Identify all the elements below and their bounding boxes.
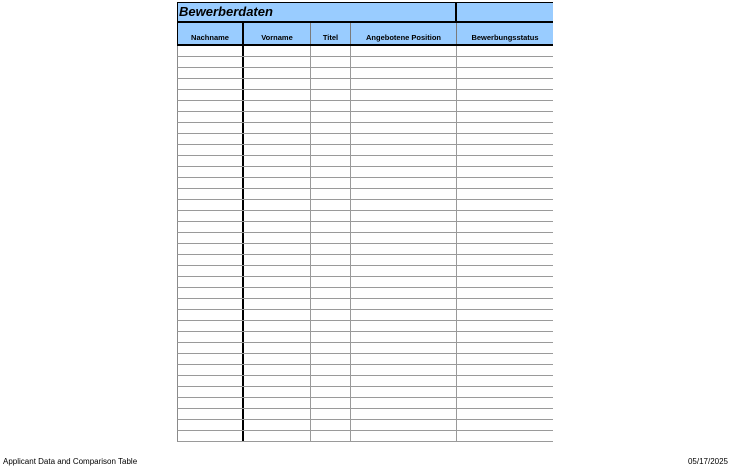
table-cell[interactable] [244, 343, 311, 353]
table-row [177, 167, 553, 178]
table-cell[interactable] [457, 112, 553, 122]
table-cell[interactable] [311, 266, 351, 276]
footer-date: 05/17/2025 [687, 457, 728, 466]
table-cell[interactable] [244, 321, 311, 331]
table-cell[interactable] [178, 145, 244, 155]
table-cell[interactable] [351, 365, 457, 375]
table-cell[interactable] [311, 90, 351, 100]
table-cell[interactable] [351, 420, 457, 430]
table-cell[interactable] [457, 431, 553, 441]
table-cell[interactable] [457, 299, 553, 309]
table-cell[interactable] [178, 343, 244, 353]
table-row [177, 266, 553, 277]
table-row [177, 321, 553, 332]
table-row [177, 299, 553, 310]
table-cell[interactable] [178, 299, 244, 309]
table-cell[interactable] [457, 167, 553, 177]
table-cell[interactable] [178, 376, 244, 386]
table-cell[interactable] [457, 332, 553, 342]
table-cell[interactable] [457, 200, 553, 210]
title-row-empty-cell[interactable] [457, 3, 553, 21]
column-header-nachname[interactable]: Nachname [178, 23, 244, 44]
table-cell[interactable] [457, 46, 553, 56]
table-cell[interactable] [244, 365, 311, 375]
table-cell[interactable] [351, 332, 457, 342]
table-cell[interactable] [244, 123, 311, 133]
table-cell[interactable] [178, 57, 244, 67]
applicant-data-sheet [177, 2, 553, 442]
table-cell[interactable] [457, 79, 553, 89]
table-cell[interactable] [244, 255, 311, 265]
table-cell[interactable] [311, 145, 351, 155]
table-cell[interactable] [178, 134, 244, 144]
table-cell[interactable] [351, 376, 457, 386]
table-cell[interactable] [244, 310, 311, 320]
table-cell[interactable] [178, 101, 244, 111]
table-cell[interactable] [457, 409, 553, 419]
table-cell[interactable] [244, 145, 311, 155]
table-cell[interactable] [457, 156, 553, 166]
table-cell[interactable] [178, 354, 244, 364]
table-cell[interactable] [244, 233, 311, 243]
table-cell[interactable] [351, 112, 457, 122]
table-cell[interactable] [351, 266, 457, 276]
table-cell[interactable] [178, 288, 244, 298]
table-cell[interactable] [178, 255, 244, 265]
table-cell[interactable] [351, 134, 457, 144]
column-header-titel[interactable]: Titel [311, 23, 351, 44]
table-cell[interactable] [311, 376, 351, 386]
table-cell[interactable] [351, 255, 457, 265]
table-cell[interactable] [457, 178, 553, 188]
column-header-bewerbungsstatus[interactable]: Bewerbungsstatus [471, 33, 539, 42]
table-cell[interactable] [351, 310, 457, 320]
table-row [177, 145, 553, 156]
table-cell[interactable] [311, 255, 351, 265]
table-cell[interactable] [351, 178, 457, 188]
table-cell[interactable] [178, 68, 244, 78]
table-cell[interactable] [351, 233, 457, 243]
table-row [177, 90, 553, 101]
table-cell[interactable] [178, 321, 244, 331]
table-cell[interactable] [351, 277, 457, 287]
table-cell[interactable] [244, 398, 311, 408]
table-cell[interactable] [178, 112, 244, 122]
table-row [177, 387, 553, 398]
column-header-angebotene-position[interactable]: Angebotene Position [351, 23, 457, 44]
table-cell[interactable] [311, 112, 351, 122]
table-cell[interactable] [457, 244, 553, 254]
table-row [177, 57, 553, 68]
table-cell[interactable] [351, 123, 457, 133]
table-cell[interactable] [311, 288, 351, 298]
table-cell[interactable] [178, 123, 244, 133]
table-cell[interactable] [457, 90, 553, 100]
table-cell[interactable] [311, 299, 351, 309]
column-header-vorname[interactable]: Vorname [244, 23, 311, 44]
table-row [177, 255, 553, 266]
table-cell[interactable] [351, 200, 457, 210]
table-row [177, 288, 553, 299]
table-cell[interactable] [311, 123, 351, 133]
table-row [177, 409, 553, 420]
table-cell[interactable] [457, 134, 553, 144]
table-row [177, 365, 553, 376]
table-cell[interactable] [244, 90, 311, 100]
table-cell[interactable] [244, 189, 311, 199]
table-cell[interactable] [457, 101, 553, 111]
table-cell[interactable] [178, 233, 244, 243]
table-cell[interactable] [351, 79, 457, 89]
table-body [177, 46, 553, 442]
table-cell[interactable] [311, 310, 351, 320]
table-cell[interactable] [457, 222, 553, 232]
table-cell[interactable] [244, 211, 311, 221]
table-row [177, 244, 553, 255]
table-cell[interactable] [244, 46, 311, 56]
table-cell[interactable] [244, 387, 311, 397]
table-cell[interactable] [311, 211, 351, 221]
table-cell[interactable] [311, 57, 351, 67]
table-cell[interactable] [311, 46, 351, 56]
table-cell[interactable] [311, 343, 351, 353]
table-cell[interactable] [244, 409, 311, 419]
table-row [177, 233, 553, 244]
table-cell[interactable] [457, 398, 553, 408]
table-cell[interactable] [457, 343, 553, 353]
table-row [177, 134, 553, 145]
table-cell[interactable] [351, 46, 457, 56]
footer-document-title: Applicant Data and Comparison Table [3, 457, 138, 466]
table-cell[interactable] [244, 57, 311, 67]
column-header-row [177, 23, 553, 46]
table-row [177, 123, 553, 134]
table-cell[interactable] [311, 420, 351, 430]
table-cell[interactable] [351, 321, 457, 331]
table-cell[interactable] [311, 167, 351, 177]
table-cell[interactable] [457, 376, 553, 386]
table-row [177, 156, 553, 167]
table-cell[interactable] [311, 222, 351, 232]
table-cell[interactable] [244, 222, 311, 232]
table-cell[interactable] [244, 200, 311, 210]
table-cell[interactable] [244, 156, 311, 166]
table-row [177, 354, 553, 365]
table-cell[interactable] [351, 354, 457, 364]
table-cell[interactable] [178, 387, 244, 397]
table-cell[interactable] [457, 354, 553, 364]
table-cell[interactable] [311, 387, 351, 397]
table-cell[interactable] [244, 68, 311, 78]
table-cell[interactable] [178, 266, 244, 276]
table-cell[interactable] [178, 332, 244, 342]
table-cell[interactable] [311, 189, 351, 199]
table-cell[interactable] [311, 200, 351, 210]
table-cell[interactable] [311, 178, 351, 188]
table-cell[interactable] [351, 101, 457, 111]
table-cell[interactable] [244, 332, 311, 342]
table-cell[interactable] [351, 288, 457, 298]
table-cell[interactable] [244, 266, 311, 276]
table-cell[interactable] [244, 277, 311, 287]
table-cell[interactable] [457, 233, 553, 243]
table-cell[interactable] [351, 189, 457, 199]
table-cell[interactable] [244, 288, 311, 298]
table-cell[interactable] [457, 387, 553, 397]
table-row [177, 112, 553, 123]
table-row [177, 189, 553, 200]
table-cell[interactable] [178, 156, 244, 166]
table-cell[interactable] [244, 299, 311, 309]
table-cell[interactable] [311, 244, 351, 254]
table-cell[interactable] [457, 145, 553, 155]
table-cell[interactable] [351, 343, 457, 353]
table-row [177, 277, 553, 288]
table-cell[interactable] [351, 145, 457, 155]
table-cell[interactable] [244, 376, 311, 386]
table-cell[interactable] [178, 200, 244, 210]
sheet-title-row [177, 2, 553, 23]
table-cell[interactable] [457, 57, 553, 67]
table-row [177, 200, 553, 211]
table-cell[interactable] [244, 431, 311, 441]
table-cell[interactable] [244, 112, 311, 122]
table-cell[interactable] [178, 46, 244, 56]
table-cell[interactable] [457, 288, 553, 298]
table-row [177, 79, 553, 90]
table-cell[interactable] [351, 222, 457, 232]
table-cell[interactable] [178, 90, 244, 100]
table-cell[interactable] [351, 57, 457, 67]
table-cell[interactable] [351, 156, 457, 166]
table-cell[interactable] [244, 167, 311, 177]
table-cell[interactable] [351, 167, 457, 177]
table-cell[interactable] [457, 211, 553, 221]
sheet-title[interactable]: Bewerberdaten [178, 3, 457, 21]
table-cell[interactable] [311, 156, 351, 166]
table-row [177, 222, 553, 233]
table-cell[interactable] [178, 409, 244, 419]
table-cell[interactable] [311, 365, 351, 375]
table-row [177, 101, 553, 112]
table-row [177, 420, 553, 431]
table-cell[interactable] [311, 134, 351, 144]
table-cell[interactable] [178, 167, 244, 177]
table-cell[interactable] [178, 431, 244, 441]
table-cell[interactable] [351, 431, 457, 441]
table-cell[interactable] [457, 123, 553, 133]
table-cell[interactable] [457, 321, 553, 331]
table-cell[interactable] [457, 189, 553, 199]
table-cell[interactable] [178, 189, 244, 199]
table-cell[interactable] [311, 398, 351, 408]
table-cell[interactable] [178, 420, 244, 430]
table-cell[interactable] [311, 233, 351, 243]
table-cell[interactable] [244, 101, 311, 111]
table-cell[interactable] [457, 420, 553, 430]
table-cell[interactable] [244, 178, 311, 188]
table-cell[interactable] [457, 266, 553, 276]
table-cell[interactable] [351, 398, 457, 408]
table-cell[interactable] [351, 211, 457, 221]
table-cell[interactable] [311, 354, 351, 364]
table-cell[interactable] [244, 79, 311, 89]
table-cell[interactable] [178, 398, 244, 408]
table-cell[interactable] [351, 68, 457, 78]
table-cell[interactable] [178, 310, 244, 320]
table-cell[interactable] [457, 277, 553, 287]
table-cell[interactable] [351, 409, 457, 419]
table-row [177, 376, 553, 387]
table-row [177, 431, 553, 442]
table-cell[interactable] [457, 255, 553, 265]
table-cell[interactable] [457, 310, 553, 320]
table-row [177, 343, 553, 354]
table-cell[interactable] [178, 211, 244, 221]
table-row [177, 332, 553, 343]
table-cell[interactable] [311, 101, 351, 111]
table-cell[interactable] [311, 277, 351, 287]
table-row [177, 398, 553, 409]
table-row [177, 68, 553, 79]
table-row [177, 46, 553, 57]
table-cell[interactable] [244, 420, 311, 430]
table-cell[interactable] [244, 354, 311, 364]
table-cell[interactable] [178, 178, 244, 188]
table-cell[interactable] [178, 244, 244, 254]
table-cell[interactable] [178, 222, 244, 232]
table-cell[interactable] [457, 68, 553, 78]
table-cell[interactable] [244, 134, 311, 144]
table-cell[interactable] [311, 321, 351, 331]
table-cell[interactable] [457, 365, 553, 375]
table-cell[interactable] [178, 79, 244, 89]
table-row [177, 211, 553, 222]
table-row [177, 178, 553, 189]
table-cell[interactable] [311, 79, 351, 89]
table-cell[interactable] [244, 244, 311, 254]
table-cell[interactable] [351, 244, 457, 254]
table-cell[interactable] [178, 277, 244, 287]
table-cell[interactable] [351, 387, 457, 397]
table-cell[interactable] [311, 431, 351, 441]
table-cell[interactable] [311, 68, 351, 78]
table-cell[interactable] [311, 332, 351, 342]
table-cell[interactable] [351, 90, 457, 100]
table-cell[interactable] [351, 299, 457, 309]
table-cell[interactable] [311, 409, 351, 419]
table-row [177, 310, 553, 321]
table-cell[interactable] [178, 365, 244, 375]
